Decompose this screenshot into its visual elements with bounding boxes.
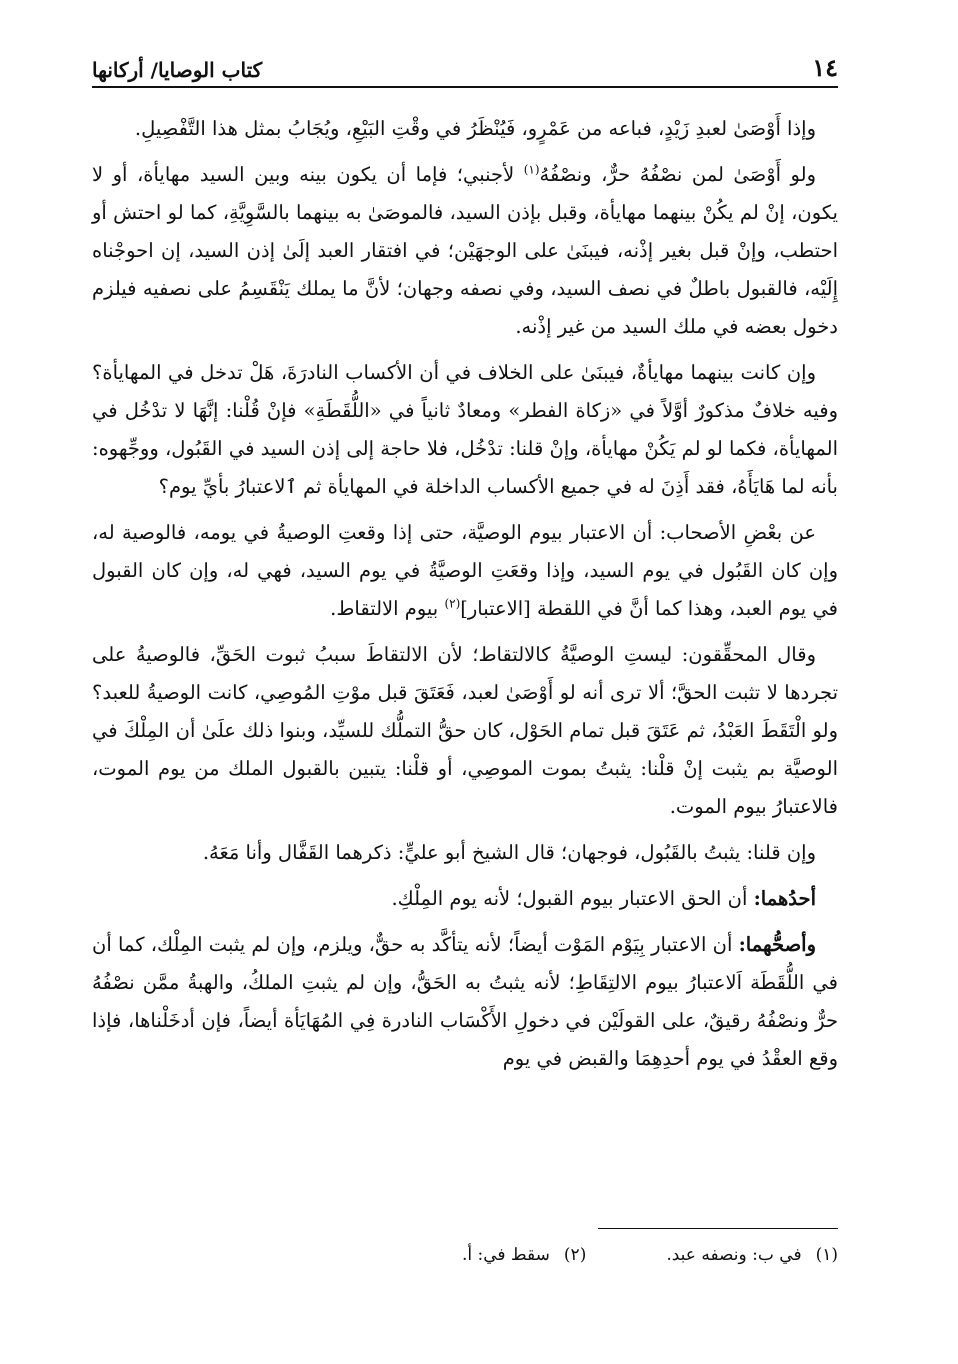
paragraph-6-text: وإن قلنا: يثبتُ بالقَبُول، فوجهان؛ قال الشيخ أبو عليٍّ: ذكرهما القَفَّال وأنا مَعَهُ. [202,841,816,864]
footnotes [92,1245,838,1265]
paragraph-2-text-b: لأجنبي؛ فإما أن يكون بينه وبين السيد مهايأة، أو لا يكون، إنْ لم يكُنْ بينهما مهايأة، وقبل بإذن السيد، فالموصَىٰ به بينهما بالسَّوِيَّةِ، كما لو احتش أو احتطب، وإنْ قبل بغير إذْنه، فيبنَىٰ على الوجهَيْن؛ في افتقار العبد إلَىٰ إذن السيد، إن احوجْناه إِلَيْه، فالقبول باطلٌ في نصف السيد، وفي نصفه وجهان؛ لأنَّ ما يملك يَنْقَسِمُ على نصفيه فيلزم دخول بعضه في ملك السيد من غير إذْنه. [92,163,838,338]
footnote-2-text: سقط في: أ. [461,1245,550,1265]
footnote-2 [462,1245,586,1265]
paragraph-4 [92,514,838,628]
footnote-1-number: (١) [815,1245,838,1265]
paragraph-8 [92,926,838,1078]
paragraph-7-lead: أحدُهما: [753,887,816,910]
paragraph-3 [92,354,838,506]
paragraph-7-text: أن الحق الاعتبار بيوم القبول؛ لأنه يوم المِلْكِ. [391,887,754,910]
paragraph-4-text-a: عن بعْضِ الأصحاب: أن الاعتبار بيوم الوصيَّة، حتى إذا وقعتِ الوصيةُ في يومه، فالوصية له، وإن كان القَبُول في يوم السيد، وإذا وقعَتِ الوصيَّةُ في يوم السيد، فهي له، وإن كان القبول في يوم العبد، وهذا كما أنَّ في اللقطة [الاعتبار] [92,521,838,620]
paragraph-5 [92,636,838,826]
paragraph-3-text: وإن كانت بينهما مهايأةٌ، فيبنَىٰ على الخلاف في أن الأكساب النادرَةَ، هَلْ تدخل في المهايأة؟ وفيه خلافٌ مذكورٌ أوَّلاً في «زكاة الفطر» ومعادٌ ثانياً في «اللُّقَطَةِ» فإنْ قُلْنا: إنَّهَا لا تدْخُل في المهايأة، فكما لو لم يَكُنْ مهايأة، وإنْ قلنا: تدْخُل، فلا حاجة إلى إذن السيد في القَبُول، ووجِّهوه: بأنه لما هَايَأَهُ، فقد أَذِنَ له في جميع الأكساب الداخلة في المهايأة ثم ٱلاعتبارُ بأيِّ يوم؟ [92,361,838,498]
paragraph-1 [92,110,838,148]
paragraph-2-text-a: ولو أَوْصَىٰ لمن نصْفُهُ حرٌّ، ونصْفُهُ [539,163,816,186]
page-header [92,40,838,88]
footnote-divider [598,1228,838,1229]
paragraph-4-text-b: بيوم الالتقاط. [330,597,445,620]
footnote-1-text: في ب: ونصفه عبد. [666,1245,802,1265]
main-text [92,110,838,1078]
paragraph-8-lead: وأصحُّهما: [738,933,816,956]
page-number: ١٤ [812,53,838,82]
paragraph-8-text: أن الاعتبار بِيَوْم المَوْت أيضاً؛ لأنه يتأكَّد به حقٌّ، ويلزم، وإن لم يثبت المِلْك، كما أن في اللُّقَطَة اَلاعتبارُ بيوم الالتِقَاطِ؛ لأنه يثبتُ به الحَقُّ، وإن لم يثبتِ الملكُ، والهبةُ ممَّن نصْفُهُ حرٌّ ونصْفُهُ رقيقٌ، على القولَيْن في دخولِ الأَكْسَاب النادرة فِي المُهَايَأة أيضاً، فإن أدخَلْناها، فإذا وقع العقْدُ في يوم أحدِهِمَا والقبض في يوم [92,933,838,1070]
footnote-2-number: (٢) [563,1245,587,1265]
footnote-ref-1[interactable]: (١) [523,162,540,177]
footnote-ref-2[interactable]: (٢) [444,596,461,611]
running-title: كتاب الوصايا/ أركانها [92,58,263,82]
paragraph-5-text: وقال المحقِّقون: ليستِ الوصيَّةُ كالالتقاط؛ لأن الالتقاطَ سببُ ثبوت الحَقِّ، فالوصيةُ على تجردها لا تثبت الحقَّ؛ ألا ترى أنه لو أَوْصَىٰ لعبد، فَعَتَقَ قبل موْتِ المُوصِي، كانت الوصيةُ للعبد؟ ولو الْتَقَطَ العَبْدُ، ثم عَتَقَ قبل تمام الحَوْل، كان حقُّ التملُّك للسيِّد، وبنوا ذلك علَىٰ أن المِلْكَ في الوصيَّة بم يثبت إنْ قلْنا: يثبتُ بموت الموصِي، أو قلْنا: يتبين بالقبول الملك من يوم الموت، فالاعتبارُ بيوم الموت. [92,643,838,818]
paragraph-7 [92,880,838,918]
book-page [92,40,838,1340]
paragraph-6 [92,834,838,872]
paragraph-1-text: وإذا أَوْصَىٰ لعبدِ زَيْدٍ، فباعه من عَمْرٍو، فَيُنْظَرُ في وقْتِ البَيْعِ، ويُجَابُ بمثل هذا التَّفْصِيلِ. [134,117,816,140]
footnote-1 [666,1245,838,1265]
paragraph-2 [92,156,838,346]
